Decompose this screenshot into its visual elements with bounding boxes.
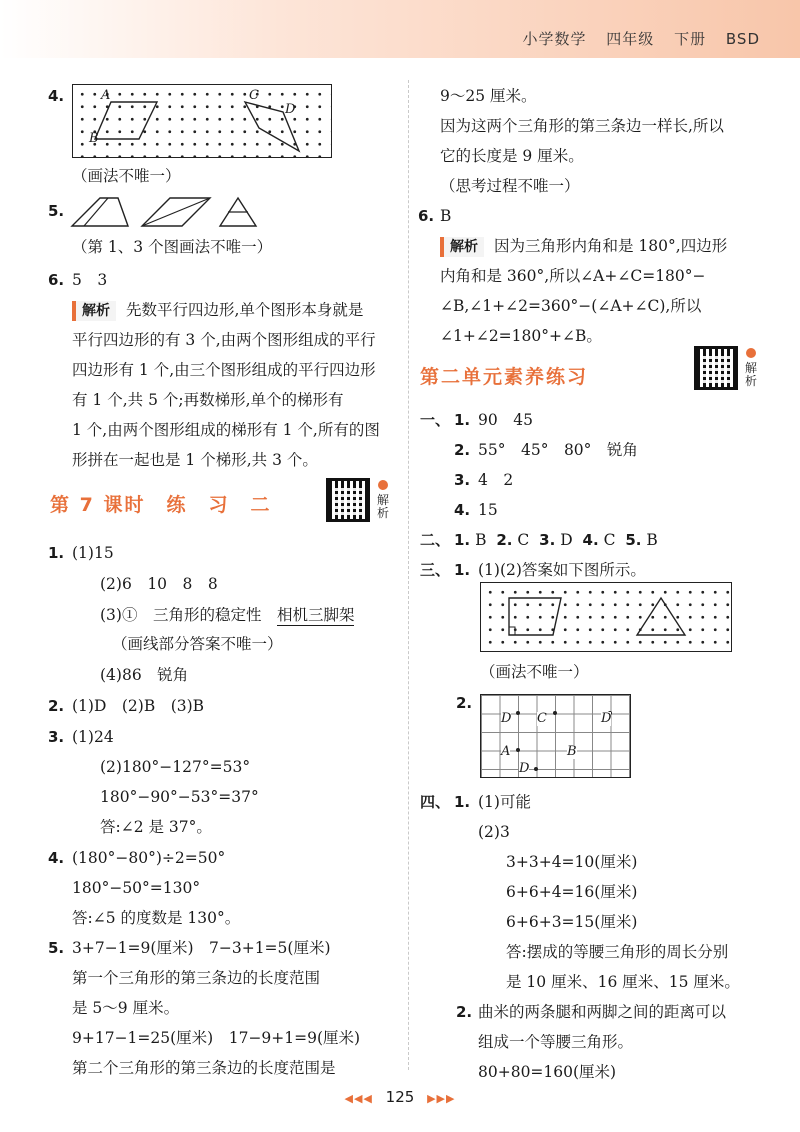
part2-answers: 1. B 2. C 3. D 4. C 5. B	[454, 531, 658, 549]
q1-part2: (2)6 10 8 8	[100, 575, 218, 593]
q4b-number: 4.	[48, 849, 65, 867]
p3-shapes	[481, 583, 731, 651]
play-icon	[746, 348, 756, 358]
r-q6-answer: B	[440, 207, 452, 225]
left-arrows-icon: ◀◀◀	[344, 1092, 373, 1105]
p4-q1-line-1: (1)可能	[478, 793, 531, 811]
grid-label-d1: D	[501, 711, 512, 726]
q5b-line-3: 是 5～9 厘米。	[72, 999, 180, 1017]
q4-shapes	[73, 85, 331, 157]
q5b-cont-line-2: 因为这两个三角形的第三条边一样长,所以	[440, 117, 724, 135]
part4-number: 四、	[420, 793, 451, 811]
q1-note: （画线部分答案不唯一）	[112, 635, 283, 653]
p1-q2-number: 2.	[454, 441, 471, 459]
q5b-line-1: 3+7−1=9(厘米) 7−3+1=5(厘米)	[72, 939, 331, 957]
q5b-cont-line-1: 9～25 厘米。	[440, 87, 537, 105]
p3-q1-number: 1.	[454, 561, 471, 579]
q2-number: 2.	[48, 697, 65, 715]
q6-analysis-line-4: 有 1 个,共 5 个;再数梯形,单个的梯形有	[72, 391, 344, 409]
q4-label-c: C	[249, 88, 259, 103]
q3-line-2: (2)180°−127°=53°	[100, 758, 251, 776]
q1-part3: (3)① 三角形的稳定性 相机三脚架	[100, 606, 355, 624]
p3-dot-grid	[480, 582, 732, 652]
right-arrows-icon: ▶▶▶	[427, 1092, 456, 1105]
p4-q1-line-4: 6+6+4=16(厘米)	[506, 883, 638, 901]
r-q6-analysis-line-1: 解析 因为三角形内角和是 180°,四边形	[440, 236, 727, 257]
p4-q1-line-5: 6+6+3=15(厘米)	[506, 913, 638, 931]
p4-q2-line-3: 80+80=160(厘米)	[478, 1063, 617, 1081]
page-footer	[0, 1088, 800, 1106]
p3-q1-text: (1)(2)答案如下图所示。	[478, 561, 646, 579]
q6-analysis-line-3: 四边形有 1 个,由三个图形组成的平行四边形	[72, 361, 376, 379]
q4-label-b: B	[89, 131, 99, 146]
q5b-line-2: 第一个三角形的第三条边的长度范围	[72, 969, 321, 987]
r-q6-analysis-line-3: ∠B,∠1+∠2=360°−(∠A+∠C),所以	[440, 297, 702, 315]
p4-q1-line-3: 3+3+4=10(厘米)	[506, 853, 638, 871]
header-volume: 下册	[674, 30, 707, 48]
lesson-title: 第 7 课时 练 习 二	[50, 494, 272, 516]
q4-label-d: D	[285, 102, 296, 117]
q6-number: 6.	[48, 271, 65, 289]
p1-q4-number: 4.	[454, 501, 471, 519]
q4-note: （画法不唯一）	[72, 167, 181, 185]
unit-qr-label: 解 析	[744, 361, 757, 388]
q6-analysis-line-5: 1 个,由两个图形组成的梯形有 1 个,所有的图	[72, 421, 380, 439]
q3-line-4: 答:∠2 是 37°。	[100, 818, 212, 836]
q6-analysis-line-1: 解析 先数平行四边形,单个图形本身就是	[72, 300, 363, 321]
q6-answer: 5 3	[72, 271, 108, 289]
p1-q2-answer: 55° 45° 80° 锐角	[478, 441, 638, 459]
q5-note: （第 1、3 个图画法不唯一）	[72, 238, 273, 256]
analysis-tag: 解析	[72, 301, 116, 321]
q1-underlined-answer: 相机三脚架	[276, 606, 355, 624]
q5-number: 5.	[48, 202, 65, 220]
grid-label-a: A	[501, 744, 511, 759]
r-q6-number: 6.	[418, 207, 435, 225]
p3-square-grid	[480, 694, 631, 778]
p3-q2-number: 2.	[456, 694, 473, 712]
grid-points	[481, 695, 630, 777]
grid-label-d2: D	[601, 711, 612, 726]
q6-analysis-line-2: 平行四边形的有 3 个,由两个图形组成的平行	[72, 331, 376, 349]
p4-q1-line-2: (2)3	[478, 823, 510, 841]
header-grade: 四年级	[606, 30, 655, 48]
p1-q1-answer: 90 45	[478, 411, 533, 429]
q3-line-3: 180°−90°−53°=37°	[100, 788, 259, 806]
q4-dot-grid	[72, 84, 332, 158]
p3-q1-note: （画法不唯一）	[480, 663, 589, 681]
q4b-line-2: 180°−50°=130°	[72, 879, 201, 897]
q5b-line-4: 9+17−1=25(厘米) 17−9+1=9(厘米)	[72, 1029, 361, 1047]
q5b-cont-line-4: （思考过程不唯一）	[440, 177, 580, 195]
p4-q2-line-2: 组成一个等腰三角形。	[478, 1033, 634, 1051]
p4-q1-number: 1.	[454, 793, 471, 811]
q1-number: 1.	[48, 544, 65, 562]
q6-analysis-line-6: 形拼在一起也是 1 个梯形,共 3 个。	[72, 451, 318, 469]
q4b-line-1: (180°−80°)÷2=50°	[72, 849, 226, 867]
p4-q2-number: 2.	[456, 1003, 473, 1021]
q3-line-1: (1)24	[72, 728, 114, 746]
q4-label-a: A	[101, 88, 111, 103]
q5b-number: 5.	[48, 939, 65, 957]
q4-number: 4.	[48, 87, 65, 105]
r-q6-analysis-line-2: 内角和是 360°,所以∠A+∠C=180°−	[440, 267, 706, 285]
p4-q1-line-7: 是 10 厘米、16 厘米、15 厘米。	[506, 973, 740, 991]
p1-q3-number: 3.	[454, 471, 471, 489]
q4b-line-3: 答:∠5 的度数是 130°。	[72, 909, 241, 927]
analysis-tag: 解析	[440, 237, 484, 257]
r-q6-analysis-line-4: ∠1+∠2=180°+∠B。	[440, 327, 602, 345]
q1-part1: (1)15	[72, 544, 114, 562]
page-number: 125	[385, 1088, 415, 1106]
header-subject: 小学数学	[522, 30, 587, 48]
header-edition: BSD	[725, 30, 760, 48]
q2-answer: (1)D (2)B (3)B	[72, 697, 205, 715]
lesson-qr-code[interactable]	[326, 478, 370, 522]
part3-number: 三、	[420, 561, 451, 579]
column-divider	[408, 80, 409, 1070]
q5b-cont-line-3: 它的长度是 9 厘米。	[440, 147, 584, 165]
p1-q3-answer: 4 2	[478, 471, 514, 489]
p4-q1-line-6: 答:摆成的等腰三角形的周长分别	[506, 943, 729, 961]
unit-title: 第二单元素养练习	[420, 366, 589, 388]
play-icon	[378, 480, 388, 490]
p1-q4-answer: 15	[478, 501, 498, 519]
grid-label-b: B	[567, 744, 577, 759]
grid-label-c: C	[537, 711, 547, 726]
p1-q1-number: 1.	[454, 411, 471, 429]
part2-number: 二、	[420, 531, 451, 549]
unit-qr-code[interactable]	[694, 346, 738, 390]
lesson-qr-label: 解 析	[376, 493, 389, 520]
q5b-line-5: 第二个三角形的第三条边的长度范围是	[72, 1059, 336, 1077]
q5-shapes	[70, 196, 270, 230]
grid-label-d3: D	[519, 761, 530, 776]
q1-part4: (4)86 锐角	[100, 666, 189, 684]
header-info	[509, 28, 761, 49]
p4-q2-line-1: 曲米的两条腿和两脚之间的距离可以	[478, 1003, 727, 1021]
q3-number: 3.	[48, 728, 65, 746]
part1-number: 一、	[420, 411, 451, 429]
